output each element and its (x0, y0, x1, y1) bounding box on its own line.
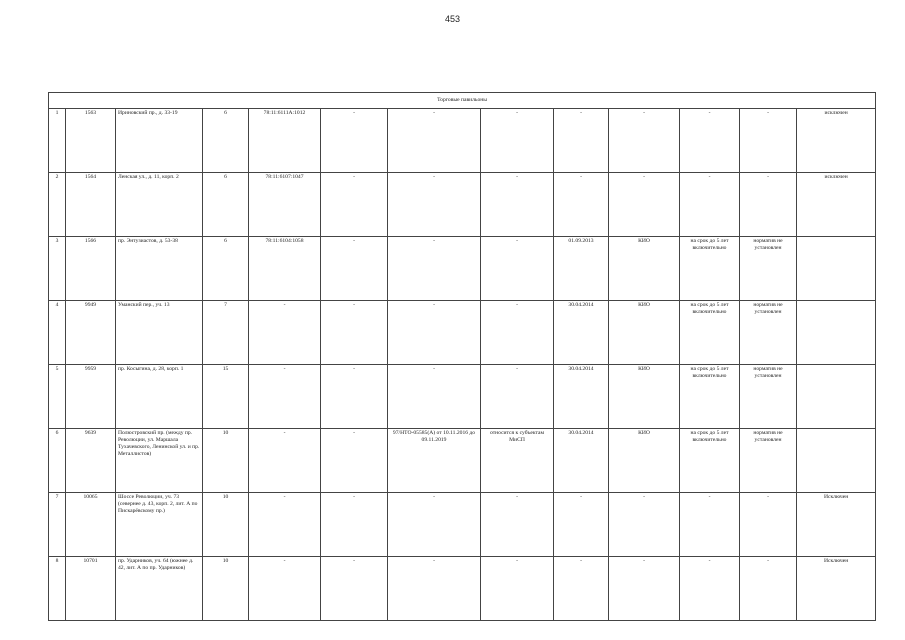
address-cell: Ленская ул., д. 11, корп. 2 (116, 173, 203, 237)
address-cell: пр. Энтузиастов, д. 53-38 (116, 237, 203, 301)
row-number-cell: 3 (49, 237, 66, 301)
object-id-cell: 9949 (66, 301, 116, 365)
cell-col6: - (321, 301, 388, 365)
cell-col9: - (554, 557, 609, 621)
cell-col6: - (321, 557, 388, 621)
cell-col8: - (481, 493, 554, 557)
table-row (49, 365, 876, 429)
row-number-cell: 8 (49, 557, 66, 621)
cell-col10: КИО (609, 365, 680, 429)
row-number-cell: 2 (49, 173, 66, 237)
cell-col12: норматив не установлен (740, 301, 797, 365)
address-cell: Шоссе Революции, уч. 73 (севернее д. 43, корп. 2, лит. А по Пискарёвскому пр.) (116, 493, 203, 557)
cadastre-cell: 78:11:6104:1058 (249, 237, 321, 301)
cadastre-cell: 78:11:6111А:1012 (249, 109, 321, 173)
cell-col12: - (740, 557, 797, 621)
cell-col6: - (321, 237, 388, 301)
address-cell: Уманский пер., уч. 13 (116, 301, 203, 365)
cell-col11: на срок до 5 лет включительно (680, 301, 740, 365)
cell-col11: на срок до 5 лет включительно (680, 365, 740, 429)
cadastre-cell: - (249, 301, 321, 365)
cell-col12: - (740, 493, 797, 557)
cadastre-cell: - (249, 365, 321, 429)
section-title: Торговые павильоны (49, 93, 876, 109)
cadastre-cell: - (249, 557, 321, 621)
cell-col7: - (388, 557, 481, 621)
cadastre-cell: - (249, 493, 321, 557)
status-cell (797, 429, 876, 493)
status-cell: исключен (797, 109, 876, 173)
status-cell: Исключен (797, 557, 876, 621)
table-row (49, 429, 876, 493)
status-cell: исключен (797, 173, 876, 237)
cell-col9: 30.04.2014 (554, 301, 609, 365)
cell-col8: - (481, 109, 554, 173)
object-id-cell: 9639 (66, 429, 116, 493)
address-cell: пр. Ударников, уч. 64 (южнее д. 42, лит. А по пр. Ударников) (116, 557, 203, 621)
cell-col6: - (321, 173, 388, 237)
object-id-cell: 10701 (66, 557, 116, 621)
area-cell: 6 (203, 173, 249, 237)
cell-col11: - (680, 493, 740, 557)
cell-col6: - (321, 493, 388, 557)
cell-col8: - (481, 557, 554, 621)
object-id-cell: 1563 (66, 109, 116, 173)
cell-col7: 97/НТО-05585(А) от 10.11.2016 до 09.11.2019 (388, 429, 481, 493)
table-row (49, 109, 876, 173)
cell-col8: - (481, 237, 554, 301)
address-cell: Полюстровский пр. (между пр. Революции, ул. Маршала Тухачевского, Ленинской ул. и пр. Металлистов) (116, 429, 203, 493)
status-cell (797, 365, 876, 429)
status-cell: Исключен (797, 493, 876, 557)
object-id-cell: 1566 (66, 237, 116, 301)
cell-col7: - (388, 365, 481, 429)
cell-col10: - (609, 557, 680, 621)
table-row (49, 173, 876, 237)
area-cell: 6 (203, 109, 249, 173)
cadastre-cell: 78:11:6107:1047 (249, 173, 321, 237)
cell-col12: норматив не установлен (740, 429, 797, 493)
area-cell: 6 (203, 237, 249, 301)
cell-col11: - (680, 109, 740, 173)
status-cell (797, 301, 876, 365)
row-number-cell: 5 (49, 365, 66, 429)
area-cell: 10 (203, 557, 249, 621)
cell-col10: КИО (609, 237, 680, 301)
address-cell: Ириновский пр., д. 33-19 (116, 109, 203, 173)
table-row (49, 301, 876, 365)
area-cell: 10 (203, 493, 249, 557)
cell-col11: на срок до 5 лет включительно (680, 429, 740, 493)
cell-col7: - (388, 493, 481, 557)
cell-col8: - (481, 301, 554, 365)
cell-col6: - (321, 429, 388, 493)
cell-col7: - (388, 109, 481, 173)
row-number-cell: 6 (49, 429, 66, 493)
page-number: 453 (444, 14, 461, 24)
cell-col6: - (321, 109, 388, 173)
cell-col11: - (680, 173, 740, 237)
row-number-cell: 7 (49, 493, 66, 557)
table-row (49, 237, 876, 301)
cell-col10: КИО (609, 429, 680, 493)
cell-col9: - (554, 173, 609, 237)
cell-col7: - (388, 173, 481, 237)
cell-col9: - (554, 109, 609, 173)
cadastre-cell: - (249, 429, 321, 493)
cell-col6: - (321, 365, 388, 429)
data-table (48, 92, 876, 621)
cell-col11: на срок до 5 лет включительно (680, 237, 740, 301)
cell-col8: - (481, 365, 554, 429)
address-cell: пр. Косыгина, д. 28, корп. 1 (116, 365, 203, 429)
cell-col10: - (609, 173, 680, 237)
cell-col8: - (481, 173, 554, 237)
cell-col12: норматив не установлен (740, 237, 797, 301)
cell-col7: - (388, 301, 481, 365)
cell-col10: КИО (609, 301, 680, 365)
cell-col12: норматив не установлен (740, 365, 797, 429)
cell-col9: 01.09.2013 (554, 237, 609, 301)
cell-col10: - (609, 493, 680, 557)
cell-col8: относится к субъектам МиСП (481, 429, 554, 493)
cell-col11: - (680, 557, 740, 621)
area-cell: 7 (203, 301, 249, 365)
cell-col9: 30.04.2014 (554, 365, 609, 429)
object-id-cell: 10065 (66, 493, 116, 557)
cell-col10: - (609, 109, 680, 173)
table-row (49, 557, 876, 621)
cell-col9: - (554, 493, 609, 557)
row-number-cell: 4 (49, 301, 66, 365)
area-cell: 10 (203, 429, 249, 493)
status-cell (797, 237, 876, 301)
section-header-row (49, 93, 876, 109)
area-cell: 15 (203, 365, 249, 429)
table-row (49, 493, 876, 557)
cell-col12: - (740, 109, 797, 173)
cell-col12: - (740, 173, 797, 237)
cell-col7: - (388, 237, 481, 301)
object-id-cell: 1564 (66, 173, 116, 237)
object-id-cell: 9959 (66, 365, 116, 429)
row-number-cell: 1 (49, 109, 66, 173)
cell-col9: 30.04.2014 (554, 429, 609, 493)
